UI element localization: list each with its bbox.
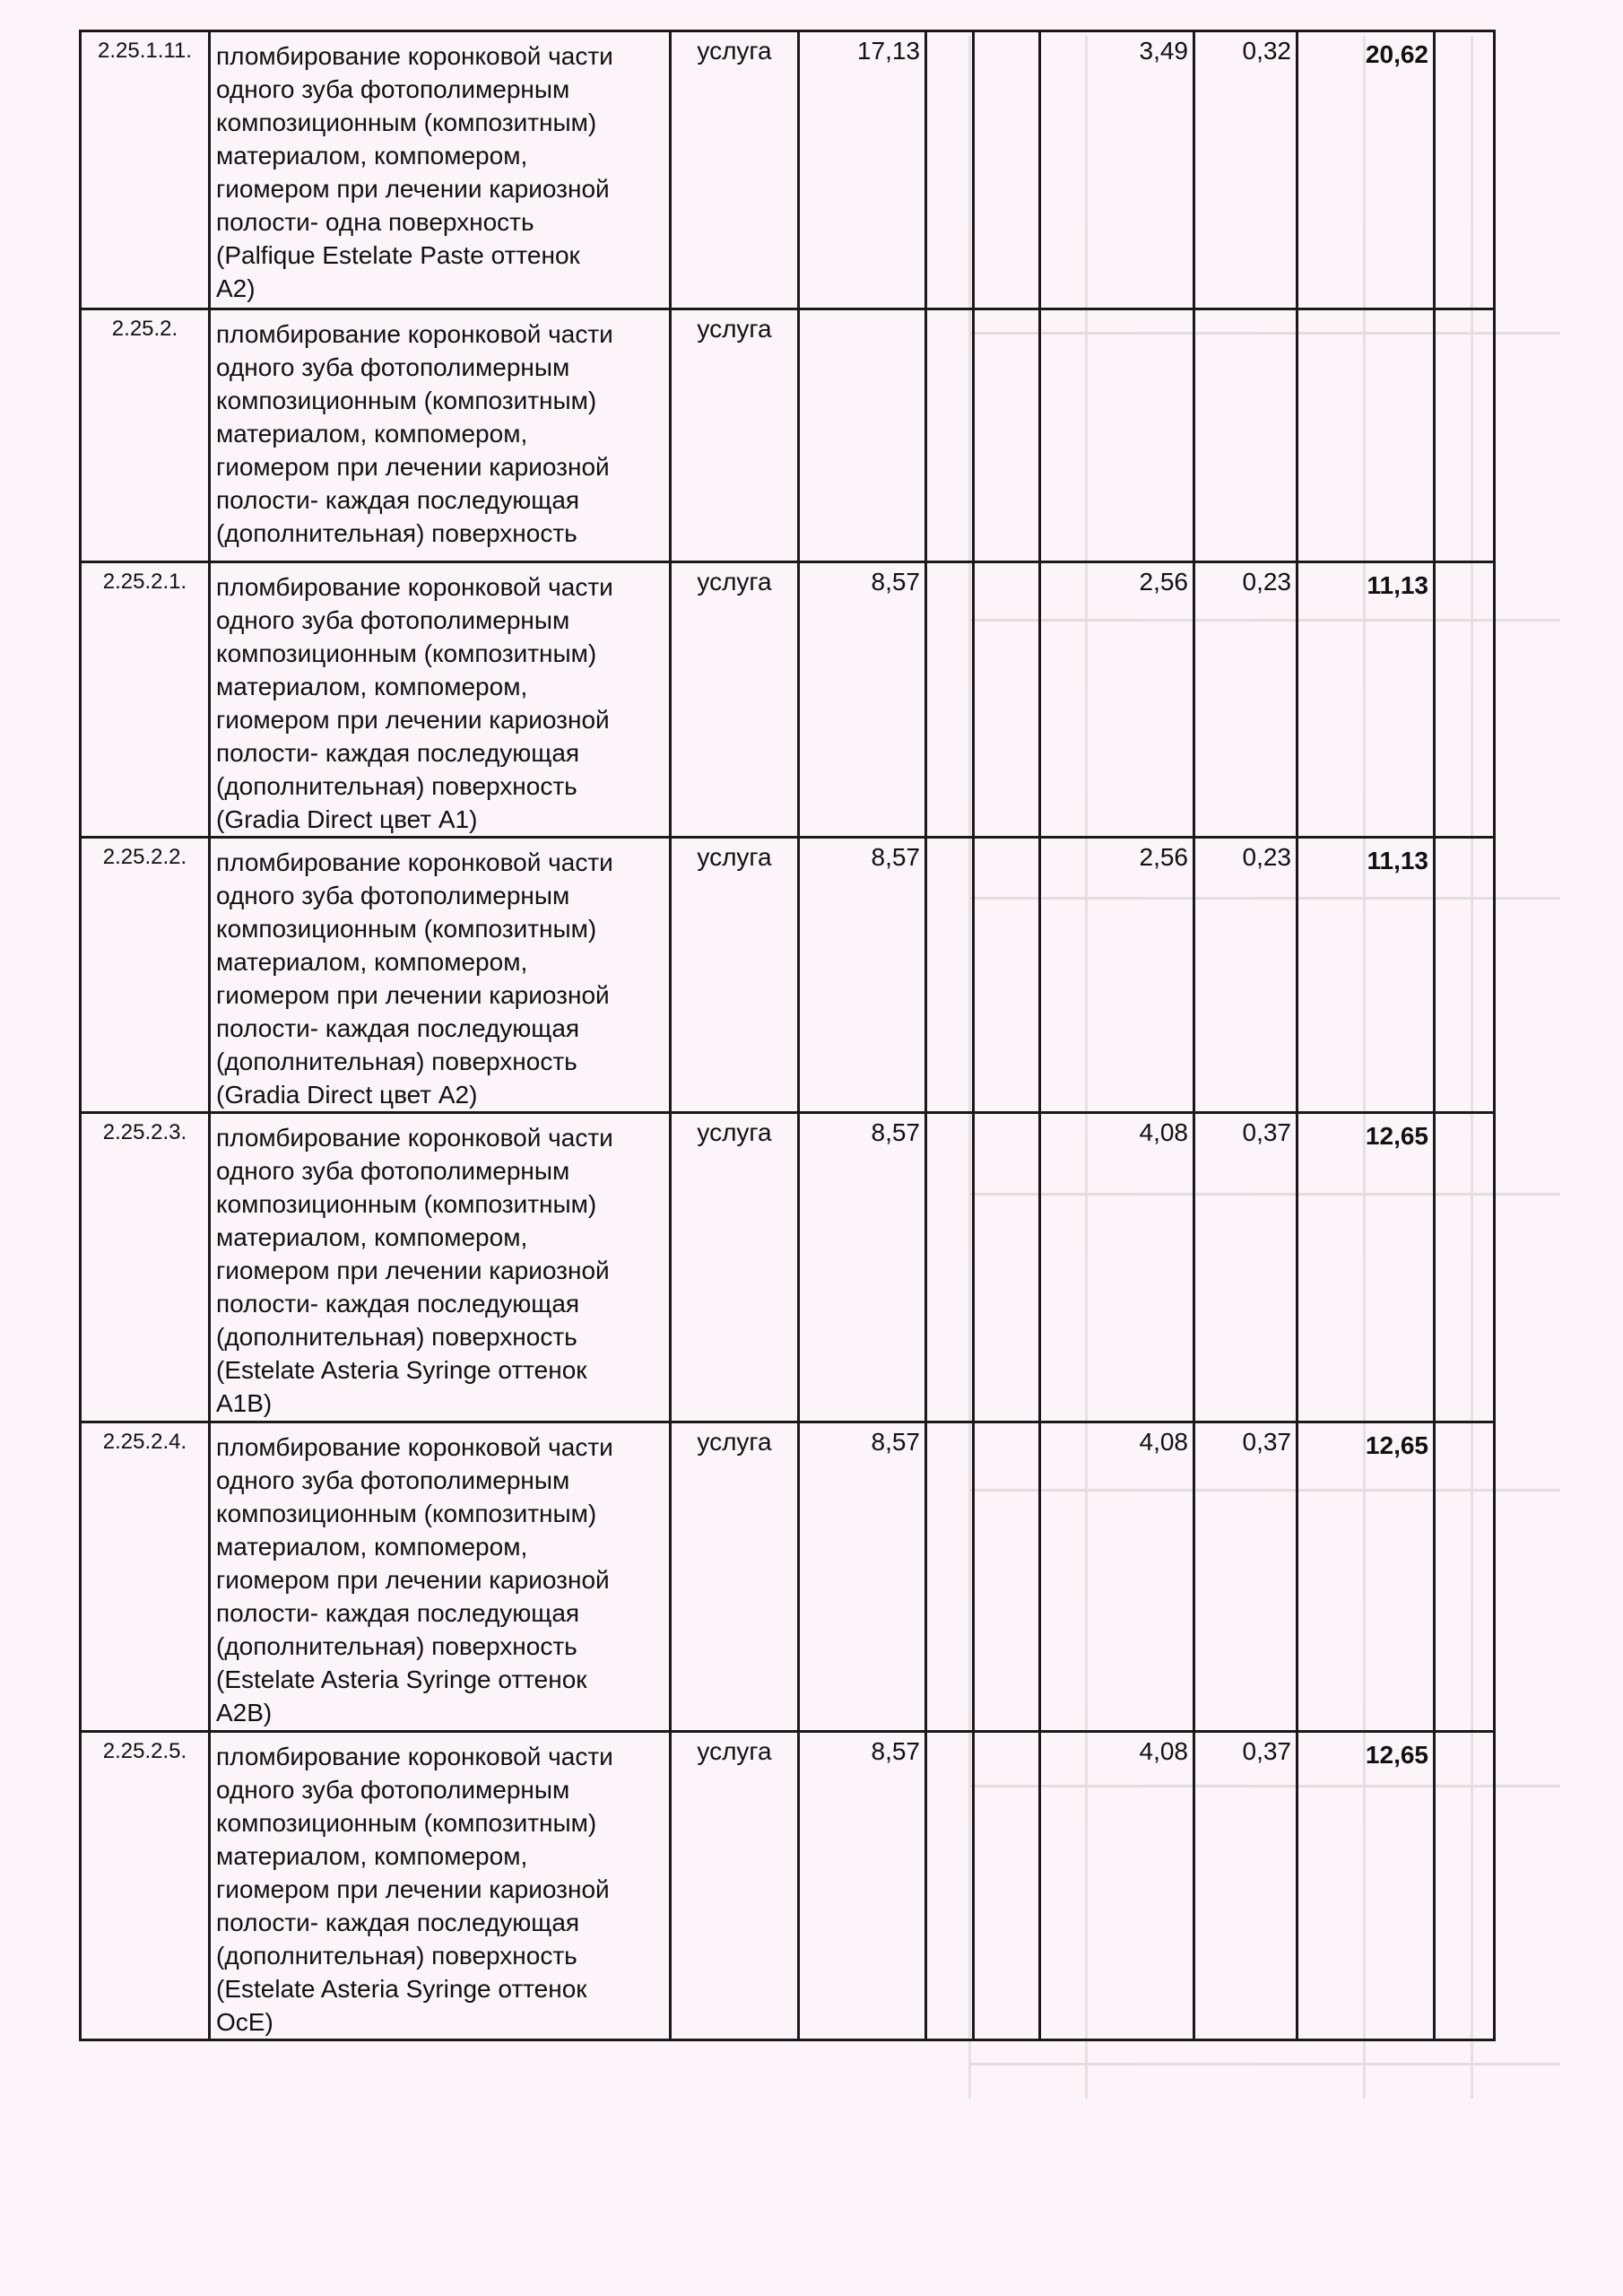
cost-cell: 8,57 bbox=[799, 1422, 926, 1732]
service-name-line: (Estelate Asteria Syringe оттенок bbox=[216, 1975, 587, 2003]
service-name-line: (Estelate Asteria Syringe оттенок bbox=[216, 1356, 587, 1384]
service-name-line: полости- каждая последующая bbox=[216, 1599, 580, 1627]
row-code: 2.25.2.2. bbox=[81, 838, 210, 1113]
service-name-line: A2B) bbox=[216, 1699, 273, 1726]
table-row bbox=[81, 31, 1495, 309]
materials-cell: 4,08 bbox=[1040, 1422, 1194, 1732]
service-name-line: гиомером при лечении кариозной bbox=[216, 1875, 610, 1903]
row-code: 2.25.2.3. bbox=[81, 1113, 210, 1422]
service-name-line: полости- каждая последующая bbox=[216, 486, 580, 514]
service-name-line: (Palfique Estelate Paste оттенок bbox=[216, 241, 580, 269]
service-name-line: (дополнительная) поверхность bbox=[216, 1632, 577, 1660]
blank-cell bbox=[926, 1732, 974, 2040]
service-name-line: материалом, компомером, bbox=[216, 420, 528, 448]
service-name-line: пломбирование коронковой части bbox=[216, 1433, 613, 1461]
unit-cell: услуга bbox=[671, 838, 799, 1113]
cost-cell: 8,57 bbox=[799, 838, 926, 1113]
blank-cell bbox=[1435, 562, 1495, 838]
service-name-line: полости- каждая последующая bbox=[216, 1290, 580, 1318]
service-name bbox=[210, 1732, 671, 2040]
service-name-line: материалом, компомером, bbox=[216, 1842, 528, 1870]
total-cell: 12,65 bbox=[1298, 1732, 1435, 2040]
cost-cell: 17,13 bbox=[799, 31, 926, 309]
blank-cell bbox=[974, 1113, 1040, 1422]
cost-cell: 8,57 bbox=[799, 562, 926, 838]
tax-cell: 0,32 bbox=[1194, 31, 1298, 309]
service-name-line: материалом, компомером, bbox=[216, 1223, 528, 1251]
tax-cell: 0,37 bbox=[1194, 1113, 1298, 1422]
service-name-line: материалом, компомером, bbox=[216, 673, 528, 700]
cost-cell: 8,57 bbox=[799, 1113, 926, 1422]
row-code: 2.25.2.4. bbox=[81, 1422, 210, 1732]
table-body bbox=[81, 31, 1495, 2040]
service-name-line: композиционным (композитным) bbox=[216, 387, 597, 414]
blank-cell bbox=[974, 309, 1040, 562]
tax-cell: 0,37 bbox=[1194, 1422, 1298, 1732]
blank-cell bbox=[1435, 309, 1495, 562]
service-name-line: гиомером при лечении кариозной bbox=[216, 175, 610, 203]
service-name-line: пломбирование коронковой части bbox=[216, 1124, 613, 1152]
materials-cell: 2,56 bbox=[1040, 838, 1194, 1113]
service-name-line: одного зуба фотополимерным bbox=[216, 1466, 570, 1494]
total-cell bbox=[1298, 309, 1435, 562]
materials-cell bbox=[1040, 309, 1194, 562]
materials-cell: 4,08 bbox=[1040, 1732, 1194, 2040]
tax-cell bbox=[1194, 309, 1298, 562]
row-code: 2.25.2.1. bbox=[81, 562, 210, 838]
service-name-line: (дополнительная) поверхность bbox=[216, 519, 577, 547]
service-name-line: одного зуба фотополимерным bbox=[216, 1157, 570, 1185]
service-name bbox=[210, 1113, 671, 1422]
blank-cell bbox=[1435, 31, 1495, 309]
unit-cell: услуга bbox=[671, 562, 799, 838]
total-cell: 11,13 bbox=[1298, 838, 1435, 1113]
service-name-line: пломбирование коронковой части bbox=[216, 42, 613, 70]
service-name-line: (дополнительная) поверхность bbox=[216, 772, 577, 800]
tax-cell: 0,23 bbox=[1194, 838, 1298, 1113]
service-name-line: материалом, компомером, bbox=[216, 142, 528, 170]
total-cell: 12,65 bbox=[1298, 1113, 1435, 1422]
blank-cell bbox=[974, 1422, 1040, 1732]
service-name-line: композиционным (композитным) bbox=[216, 639, 597, 667]
service-name-line: композиционным (композитным) bbox=[216, 1809, 597, 1837]
total-cell: 12,65 bbox=[1298, 1422, 1435, 1732]
row-code: 2.25.2. bbox=[81, 309, 210, 562]
service-name-line: материалом, компомером, bbox=[216, 1533, 528, 1561]
service-name-line: композиционным (композитным) bbox=[216, 1500, 597, 1527]
table-row bbox=[81, 1732, 1495, 2040]
service-name-line: одного зуба фотополимерным bbox=[216, 353, 570, 381]
service-name-line: композиционным (композитным) bbox=[216, 915, 597, 943]
service-name-line: OcE) bbox=[216, 2008, 273, 2036]
service-name-line: (Gradia Direct цвет A2) bbox=[216, 1081, 478, 1109]
blank-cell bbox=[974, 838, 1040, 1113]
service-name bbox=[210, 1422, 671, 1732]
materials-cell: 3,49 bbox=[1040, 31, 1194, 309]
service-name-line: гиомером при лечении кариозной bbox=[216, 706, 610, 734]
materials-cell: 4,08 bbox=[1040, 1113, 1194, 1422]
table-row bbox=[81, 562, 1495, 838]
service-name-line: полости- каждая последующая bbox=[216, 1909, 580, 1936]
blank-cell bbox=[926, 309, 974, 562]
table-row bbox=[81, 1422, 1495, 1732]
unit-cell: услуга bbox=[671, 1113, 799, 1422]
service-name-line: композиционным (композитным) bbox=[216, 109, 597, 136]
blank-cell bbox=[974, 1732, 1040, 2040]
service-name-line: материалом, компомером, bbox=[216, 948, 528, 976]
blank-cell bbox=[974, 562, 1040, 838]
row-code: 2.25.1.11. bbox=[81, 31, 210, 309]
price-table bbox=[79, 30, 1496, 2041]
service-name-line: полости- каждая последующая bbox=[216, 739, 580, 767]
service-name-line: композиционным (композитным) bbox=[216, 1190, 597, 1218]
service-name-line: одного зуба фотополимерным bbox=[216, 75, 570, 103]
service-name-line: одного зуба фотополимерным bbox=[216, 882, 570, 909]
tax-cell: 0,37 bbox=[1194, 1732, 1298, 2040]
service-name-line: (Gradia Direct цвет A1) bbox=[216, 805, 478, 833]
unit-cell: услуга bbox=[671, 1422, 799, 1732]
blank-cell bbox=[926, 1422, 974, 1732]
blank-cell bbox=[1435, 1113, 1495, 1422]
service-name-line: гиомером при лечении кариозной bbox=[216, 1566, 610, 1594]
tax-cell: 0,23 bbox=[1194, 562, 1298, 838]
service-name-line: (дополнительная) поверхность bbox=[216, 1942, 577, 1970]
service-name bbox=[210, 562, 671, 838]
total-cell: 20,62 bbox=[1298, 31, 1435, 309]
service-name-line: гиомером при лечении кариозной bbox=[216, 1257, 610, 1284]
service-name-line: (дополнительная) поверхность bbox=[216, 1048, 577, 1075]
unit-cell: услуга bbox=[671, 31, 799, 309]
service-name-line: (дополнительная) поверхность bbox=[216, 1323, 577, 1351]
unit-cell: услуга bbox=[671, 1732, 799, 2040]
blank-cell bbox=[926, 31, 974, 309]
table-row bbox=[81, 1113, 1495, 1422]
cost-cell: 8,57 bbox=[799, 1732, 926, 2040]
service-name-line: пломбирование коронковой части bbox=[216, 848, 613, 876]
blank-cell bbox=[974, 31, 1040, 309]
blank-cell bbox=[1435, 1422, 1495, 1732]
blank-cell bbox=[1435, 1732, 1495, 2040]
total-cell: 11,13 bbox=[1298, 562, 1435, 838]
blank-cell bbox=[926, 562, 974, 838]
service-name-line: гиомером при лечении кариозной bbox=[216, 981, 610, 1009]
row-code: 2.25.2.5. bbox=[81, 1732, 210, 2040]
service-name-line: пломбирование коронковой части bbox=[216, 1743, 613, 1770]
blank-cell bbox=[926, 1113, 974, 1422]
service-name-line: пломбирование коронковой части bbox=[216, 320, 613, 348]
service-name bbox=[210, 309, 671, 562]
table-row bbox=[81, 838, 1495, 1113]
service-name-line: одного зуба фотополимерным bbox=[216, 606, 570, 634]
materials-cell: 2,56 bbox=[1040, 562, 1194, 838]
service-name-line: полости- одна поверхность bbox=[216, 208, 534, 236]
service-name-line: (Estelate Asteria Syringe оттенок bbox=[216, 1665, 587, 1693]
blank-cell bbox=[926, 838, 974, 1113]
service-name bbox=[210, 838, 671, 1113]
service-name-line: гиомером при лечении кариозной bbox=[216, 453, 610, 481]
service-name-line: одного зуба фотополимерным bbox=[216, 1776, 570, 1804]
cost-cell bbox=[799, 309, 926, 562]
service-name-line: полости- каждая последующая bbox=[216, 1014, 580, 1042]
service-name bbox=[210, 31, 671, 309]
table-row bbox=[81, 309, 1495, 562]
service-name-line: A1B) bbox=[216, 1389, 273, 1417]
service-name-line: пломбирование коронковой части bbox=[216, 573, 613, 601]
blank-cell bbox=[1435, 838, 1495, 1113]
unit-cell: услуга bbox=[671, 309, 799, 562]
service-name-line: A2) bbox=[216, 274, 256, 302]
